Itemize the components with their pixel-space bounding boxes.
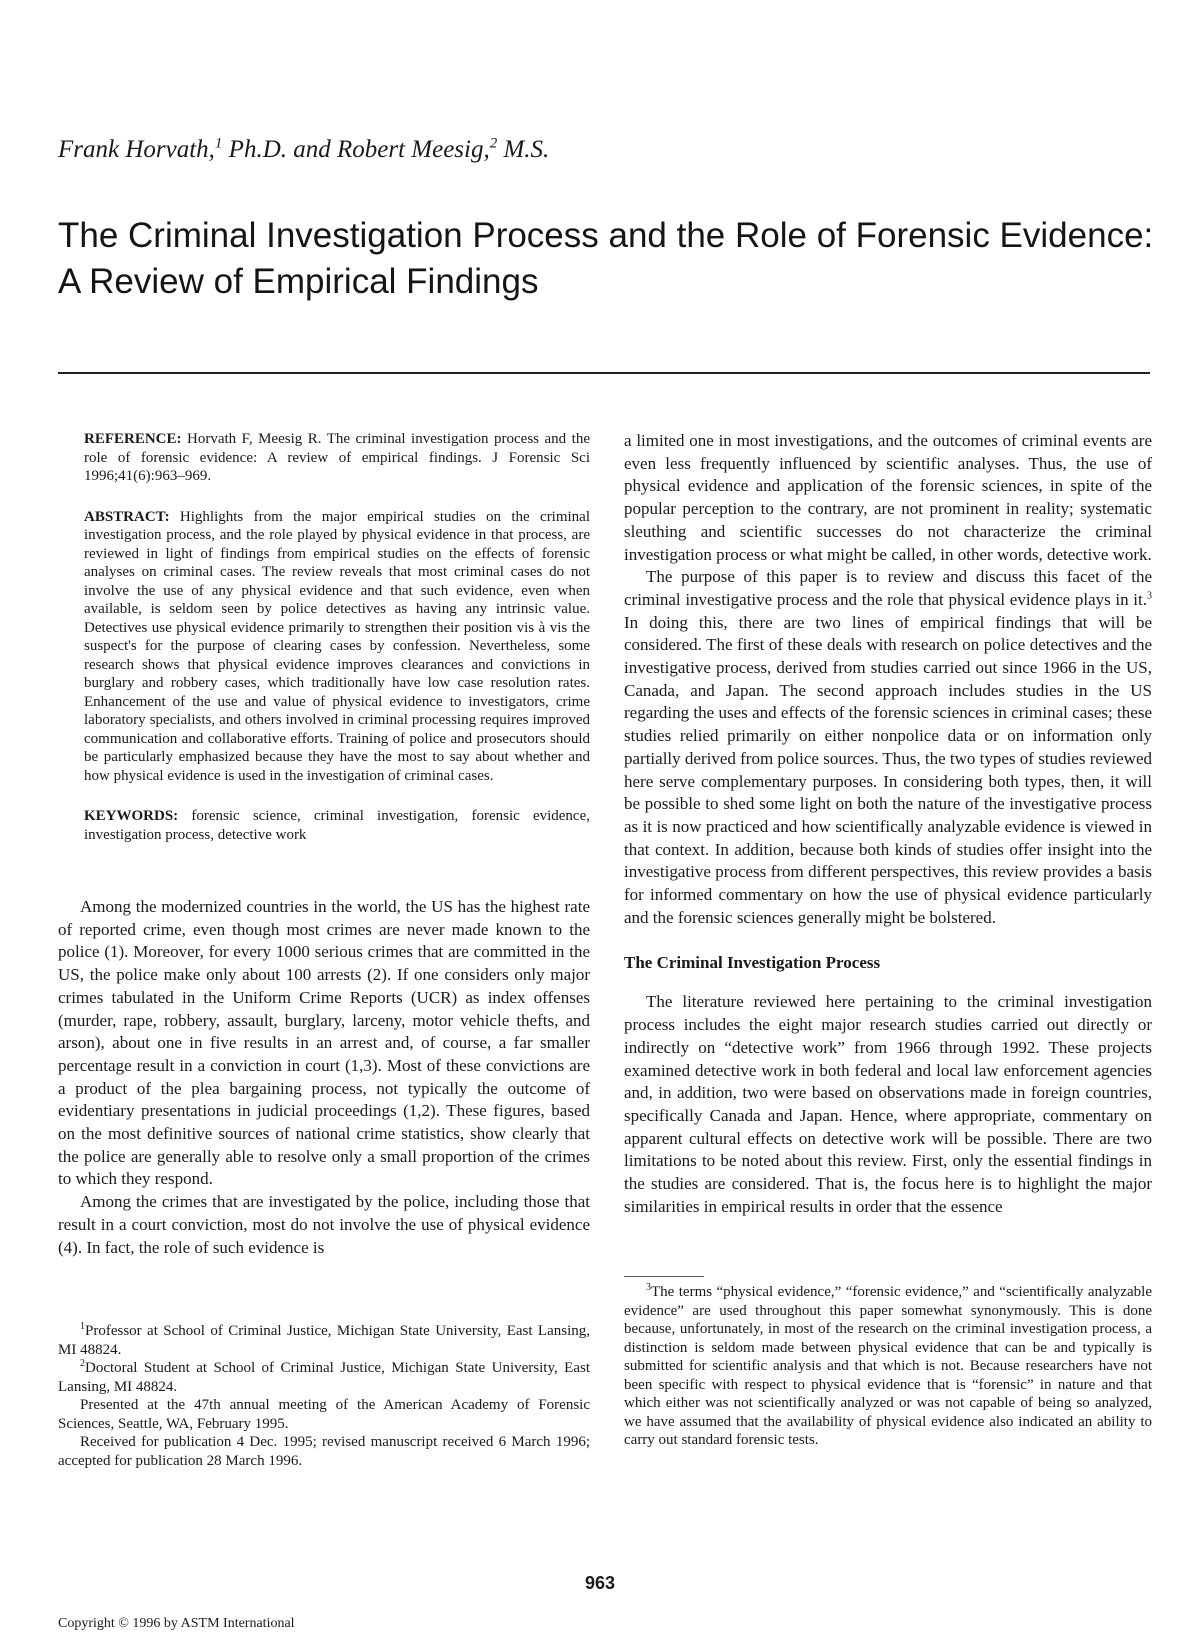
body-paragraph: Among the modernized countries in the world, the US has the highest rate of reported crime, even though most crimes are never made known to the police (1). Moreover, for every 1000 serious crimes that are committed in the US, the police make only about 100 arrests (2). If one considers only major crimes tabulated in the Uniform Crime Reports (UCR) as index offenses (murder, rape, robbery, assault, burglary, larceny, motor vehicle thefts, and arson), about one in five results in an arrest and, of course, a far smaller percentage result in a conviction in court (1,3). Most of these convictions are a product of the plea bargaining process, not typically the outcome of evidentiary presentations in judicial proceedings (1,2). These figures, based on the most definitive sources of national crime statistics, show clearly that the police are generally able to resolve only a small proportion of the crimes to which they respond. xyxy=(58,897,590,1189)
footnote-1 xyxy=(58,1322,590,1359)
keywords-label: KEYWORDS: xyxy=(84,808,179,824)
copyright-notice: Copyright © 1996 by ASTM International xyxy=(58,1616,295,1631)
author-1-affiliation-mark: 1 xyxy=(214,135,223,152)
front-matter xyxy=(58,430,590,844)
reference-block xyxy=(84,430,590,486)
right-column xyxy=(624,430,1152,1448)
left-column xyxy=(58,430,591,1469)
reference-label: REFERENCE: xyxy=(84,431,182,447)
author-2-affiliation-mark: 2 xyxy=(489,135,498,152)
author-2-name: Robert Meesig, xyxy=(337,136,490,163)
right-footnotes xyxy=(624,1276,1152,1450)
author-2-degree: M.S. xyxy=(497,136,550,163)
left-body xyxy=(58,896,590,1259)
footnote-2 xyxy=(58,1359,590,1396)
footnote-divider xyxy=(624,1276,704,1277)
abstract-block xyxy=(84,508,590,786)
left-footnotes xyxy=(58,1322,590,1470)
author-1-degree: Ph.D. and xyxy=(222,136,337,163)
page-number: 963 xyxy=(584,1573,616,1593)
footnote-3-marker: 3 xyxy=(646,1282,651,1293)
footnote-1-text: Professor at School of Criminal Justice, Michigan State University, East Lansing, MI 48824. xyxy=(58,1323,590,1358)
body-paragraph-literature: The literature reviewed here pertaining to the criminal investigation process includes the eight major research studies carried out directly or indirectly on “detective work” from 1966 through 1992. These projects examined detective work in both federal and local law enforcement agencies and, in addition, two were based on observations made in foreign countries, specifically Canada and Japan. Hence, where appropriate, commentary on apparent cultural effects on detective work will be possible. There are two limitations to be noted about this review. First, only the essential findings in the studies are considered. That is, the focus here is to highlight the major similarities in empirical results in order that the essence xyxy=(624,992,1152,1216)
abstract-text: Highlights from the major empirical studies on the criminal investigation process, and the role played by physical evidence in that process, are reviewed in light of findings from empirical studies on the effects of forensic analyses on criminal cases. The review reveals that most criminal cases do not involve the use of any physical evidence and that such evidence, even when available, is seldom seen by police detectives as having any intrinsic value. Detectives use physical evidence primarily to strengthen their position vis à vis the suspect's for the purpose of clearing cases by confession. Nevertheless, some research shows that physical evidence improves clearances and convictions in burglary and robbery cases, which traditionally have low case resolution rates. Enhancement of the use and value of physical evidence to investigators, crime laboratory specialists, and others involved in criminal processing requires improved communication and collaborative efforts. Training of police and prosecutors should be particularly emphasized because they have the most to say about whether and how physical evidence is used in the investigation of criminal cases. xyxy=(84,508,591,784)
author-line xyxy=(58,136,549,164)
footnote-2-text: Doctoral Student at School of Criminal Justice, Michigan State University, East Lansing, MI 48824. xyxy=(58,1360,590,1395)
reference-text: Horvath F, Meesig R. The criminal investigation process and the role of forensic evidence: A review of empirical findings. J Forensic Sci 1996;41(6):963–969. xyxy=(84,431,591,484)
body-paragraph-purpose xyxy=(624,566,1152,929)
keywords-block xyxy=(84,807,590,844)
body-paragraph: Among the crimes that are investigated by the police, including those that result in a court conviction, most do not involve the use of physical evidence (4). In fact, the role of such evidence is xyxy=(58,1192,590,1257)
received-note: Received for publication 4 Dec. 1995; revised manuscript received 6 March 1996; accepted for publication 28 March 1996. xyxy=(58,1434,590,1469)
footnote-3-text: The terms “physical evidence,” “forensic evidence,” and “scientifically analyzable evidence” are used throughout this paper somewhat synonymously. This is done because, unfortunately, in most of the research on the criminal investigation process, a distinction is seldom made between physical evidence that can be and typically is submitted for scientific analysis and that which is not. Because researchers have not been specific with respect to physical evidence that is “forensic” in nature and that which either was not scientifically analyzed or was not capable of being so analyzed, we have assumed that the availability of physical evidence also indicated an ability to carry out standard forensic tests. xyxy=(624,1284,1152,1448)
footnote-3 xyxy=(624,1283,1152,1450)
presented-note: Presented at the 47th annual meeting of the American Academy of Forensic Sciences, Seattle, WA, February 1995. xyxy=(58,1397,590,1432)
body-paragraph-continued: a limited one in most investigations, and the outcomes of criminal events are even less frequently influenced by scientific analyses. Thus, the use of physical evidence and application of the forensic sciences, in spite of the popular perception to the contrary, are not prominent in reality; systematic sleuthing and scientific successes do not characterize the criminal investigation process or what might be called, in other words, detective work. xyxy=(624,431,1152,564)
abstract-label: ABSTRACT: xyxy=(84,508,170,525)
purpose-text-b: In doing this, there are two lines of empirical findings that will be considered. The first of these deals with research on police detectives and the investigative process, derived from studies carried out since 1966 in the US, Canada, and Japan. The second approach includes studies in the US regarding the uses and effects of the forensic sciences in criminal cases; these studies relied primarily on either nonpolice data or on information only partially derived from police sources. Thus, the two types of studies reviewed here serve complementary purposes. In considering both types, then, it will be possible to shed some light on both the nature of the investigative process as it is now practiced and how scientifically analyzable evidence is viewed in that context. In addition, because both kinds of studies offer insight into the investigative process from different perspectives, this review provides a basis for informed commentary on how the use of physical evidence particularly and the forensic sciences generally might be bolstered. xyxy=(624,612,1152,927)
footnote-1-mark: 1 xyxy=(80,1321,85,1332)
section-heading: The Criminal Investigation Process xyxy=(624,953,881,973)
paper-title: The Criminal Investigation Process and the Role of Forensic Evidence: A Review of Empirical Findings xyxy=(58,216,1154,301)
title-divider xyxy=(58,372,1150,374)
author-1-name: Frank Horvath, xyxy=(58,136,215,163)
purpose-text-a: The purpose of this paper is to review and discuss this facet of the criminal investigative process and the role that physical evidence plays in it. xyxy=(624,567,1152,609)
footnote-2-mark: 2 xyxy=(80,1358,85,1369)
keywords-text: forensic science, criminal investigation, forensic evidence, investigation process, detective work xyxy=(84,808,590,843)
footnote-3-mark: 3 xyxy=(1147,590,1152,602)
